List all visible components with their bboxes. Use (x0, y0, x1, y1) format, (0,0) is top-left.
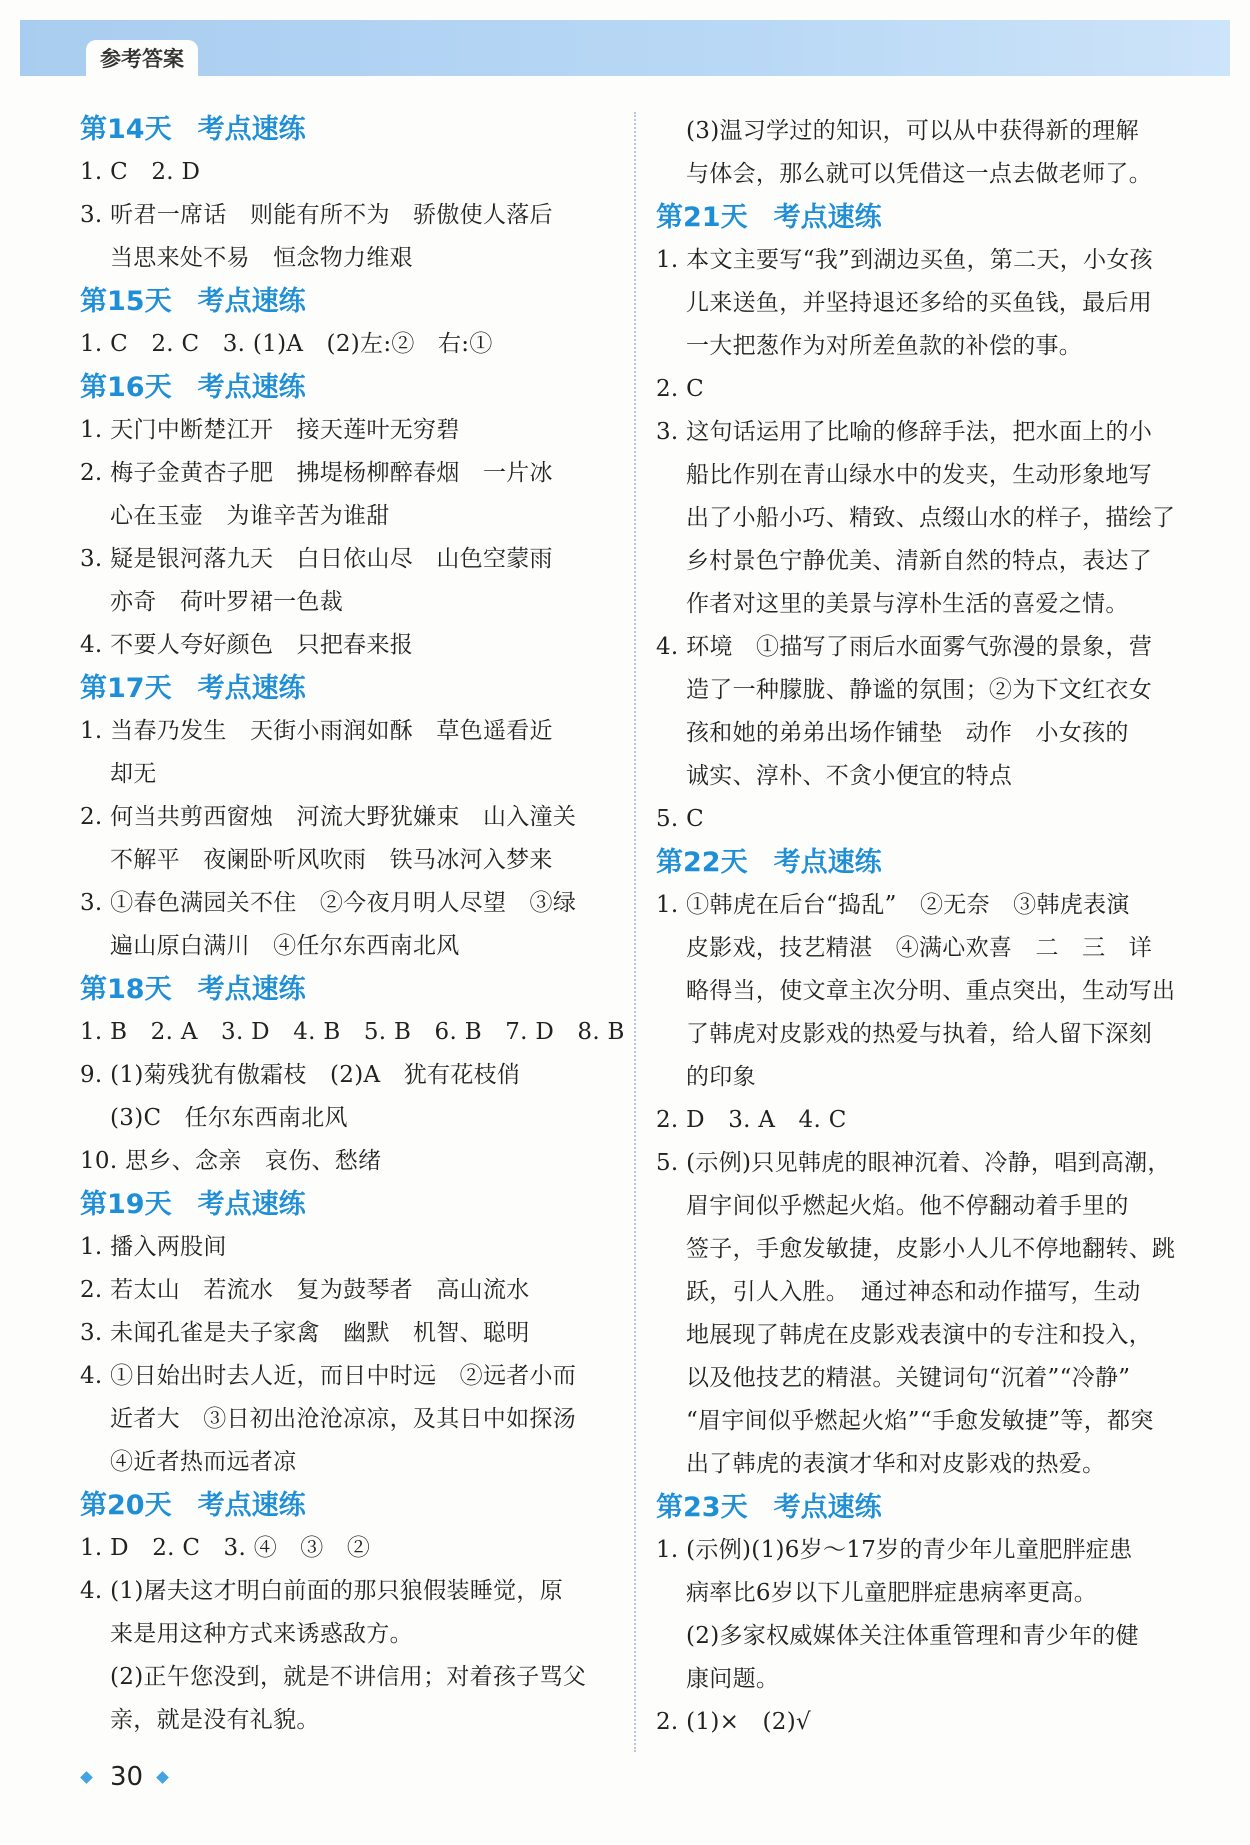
answer-line-continued: 亦奇 荷叶罗裙一色裁 (110, 589, 343, 615)
heading-day: 第19天 (80, 1189, 172, 1220)
answer-line: 1. C 2. D (80, 159, 201, 185)
answer-line-continued: 造了一种朦胧、静谧的氛围；②为下文红衣女 (686, 677, 1152, 703)
answer-line: 5. (示例)只见韩虎的眼神沉着、冷静，唱到高潮， (656, 1150, 1171, 1176)
heading-label: 考点速练 (197, 372, 306, 403)
answer-key-tab: 参考答案 (86, 40, 198, 76)
heading-label: 考点速练 (197, 114, 306, 145)
answer-line: 2. (1)× (2)√ (656, 1709, 811, 1735)
heading-label: 考点速练 (197, 673, 306, 704)
answer-line-continued: 不解平 夜阑卧听风吹雨 铁马冰河入梦来 (110, 847, 553, 873)
answer-line-continued: 心在玉壶 为谁辛苦为谁甜 (110, 503, 390, 529)
answer-line: 4. (1)屠夫这才明白前面的那只狼假装睡觉，原 (80, 1578, 564, 1604)
answer-line-continued: 来是用这种方式来诱惑敌方。 (110, 1621, 413, 1647)
section-heading (80, 366, 640, 409)
heading-day: 第20天 (80, 1490, 172, 1521)
answer-line-continued: (2)多家权威媒体关注体重管理和青少年的健 (686, 1623, 1139, 1649)
heading-day: 第21天 (656, 202, 748, 233)
answer-line: 1. 本文主要写“我”到湖边买鱼，第二天，小女孩 (656, 247, 1153, 273)
answer-line-continued: 当思来处不易 恒念物力维艰 (110, 245, 413, 271)
heading-day: 第17天 (80, 673, 172, 704)
diamond-left-icon (80, 1771, 93, 1784)
answer-line-continued: 诚实、淳朴、不贪小便宜的特点 (686, 763, 1013, 789)
answer-line: 1. C 2. C 3. (1)A (2)左:② 右:① (80, 331, 493, 357)
answer-line: 2. 梅子金黄杏子肥 拂堤杨柳醉春烟 一片冰 (80, 460, 553, 486)
answer-line: 3. 未闻孔雀是夫子家禽 幽默 机智、聪明 (80, 1320, 530, 1346)
diamond-right-icon (156, 1771, 169, 1784)
answer-line-continued: 乡村景色宁静优美、清新自然的特点，表达了 (686, 548, 1152, 574)
section-heading (656, 841, 1196, 884)
section-heading (80, 968, 640, 1011)
answer-line: 9. (1)菊残犹有傲霜枝 (2)A 犹有花枝俏 (80, 1062, 521, 1088)
left-column (80, 108, 640, 1742)
answer-line-continued: 眉宇间似乎燃起火焰。他不停翻动着手里的 (686, 1193, 1129, 1219)
answer-line-continued: 出了小船小巧、精致、点缀山水的样子，描绘了 (686, 505, 1176, 531)
answer-line-continued: 签子，手愈发敏捷，皮影小人儿不停地翻转、跳 (686, 1236, 1176, 1262)
answer-line-continued: 跃，引人入胜。 通过神态和动作描写，生动 (686, 1279, 1141, 1305)
heading-label: 考点速练 (773, 202, 882, 233)
answer-line: 4. ①日始出时去人近，而日中时远 ②远者小而 (80, 1363, 577, 1389)
answer-line-continued: 遍山原白满川 ④任尔东西南北风 (110, 933, 460, 959)
heading-label: 考点速练 (197, 286, 306, 317)
heading-day: 第23天 (656, 1492, 748, 1523)
answer-line-continued: 地展现了韩虎在皮影戏表演中的专注和投入， (686, 1322, 1152, 1348)
answer-line: 3. 听君一席话 则能有所不为 骄傲使人落后 (80, 202, 553, 228)
answer-line-continued: (2)正午您没到，就是不讲信用；对着孩子骂父 (110, 1664, 587, 1690)
answer-line: 4. 不要人夸好颜色 只把春来报 (80, 632, 414, 658)
right-column (656, 110, 1196, 1744)
answer-line: 1. 播入两股间 (80, 1234, 227, 1260)
answer-line: 3. 这句话运用了比喻的修辞手法，把水面上的小 (656, 419, 1153, 445)
heading-label: 考点速练 (773, 1492, 882, 1523)
section-heading (80, 667, 640, 710)
answer-line: 10. 思乡、念亲 哀伤、愁绪 (80, 1148, 382, 1174)
section-heading (80, 1183, 640, 1226)
heading-label: 考点速练 (197, 974, 306, 1005)
answer-line: 1. (示例)(1)6岁～17岁的青少年儿童肥胖症患 (656, 1537, 1133, 1563)
answer-line-continued: 亲，就是没有礼貌。 (110, 1707, 320, 1733)
answer-line: 2. 何当共剪西窗烛 河流大野犹嫌束 山入潼关 (80, 804, 577, 830)
answer-line-continued: 孩和她的弟弟出场作铺垫 动作 小女孩的 (686, 720, 1129, 746)
answer-line-continued: 康问题。 (686, 1666, 780, 1692)
answer-line: 1. ①韩虎在后台“捣乱” ②无奈 ③韩虎表演 (656, 892, 1130, 918)
answer-line: 2. C (656, 376, 705, 402)
answer-line-continued: 近者大 ③日初出沧沧凉凉，及其日中如探汤 (110, 1406, 576, 1432)
heading-day: 第14天 (80, 114, 172, 145)
heading-label: 考点速练 (773, 847, 882, 878)
answer-line-continued: 略得当，使文章主次分明、重点突出，生动写出 (686, 978, 1176, 1004)
answer-line-continued: (3)C 任尔东西南北风 (110, 1105, 348, 1131)
section-heading (656, 1486, 1196, 1529)
section-heading (80, 1484, 640, 1527)
heading-day: 第15天 (80, 286, 172, 317)
answer-line-continued: 船比作别在青山绿水中的发夹，生动形象地写 (686, 462, 1152, 488)
answer-line-continued: 作者对这里的美景与淳朴生活的喜爱之情。 (686, 591, 1129, 617)
heading-day: 第22天 (656, 847, 748, 878)
answer-line-continued: 儿来送鱼，并坚持退还多给的买鱼钱，最后用 (686, 290, 1152, 316)
answer-line: 3. 疑是银河落九天 白日依山尽 山色空蒙雨 (80, 546, 553, 572)
answer-line: 1. 当春乃发生 天街小雨润如酥 草色遥看近 (80, 718, 553, 744)
section-heading (80, 280, 640, 323)
answer-line-continued: 病率比6岁以下儿童肥胖症患病率更高。 (686, 1580, 1098, 1606)
answer-line: 1. 天门中断楚江开 接天莲叶无穷碧 (80, 417, 460, 443)
answer-line-continued: 却无 (110, 761, 157, 787)
page-number: 30 (110, 1762, 144, 1792)
answer-line-continued: 皮影戏，技艺精湛 ④满心欢喜 二 三 详 (686, 935, 1152, 961)
answer-line-continued: ④近者热而远者凉 (110, 1449, 297, 1475)
answer-line: 3. ①春色满园关不住 ②今夜月明人尽望 ③绿 (80, 890, 577, 916)
heading-day: 第16天 (80, 372, 172, 403)
answer-line: 5. C (656, 806, 705, 832)
answer-line: 4. 环境 ①描写了雨后水面雾气弥漫的景象，营 (656, 634, 1153, 660)
heading-label: 考点速练 (197, 1490, 306, 1521)
answer-line-continued: 的印象 (686, 1064, 756, 1090)
answer-line: 2. D 3. A 4. C (656, 1107, 847, 1133)
answer-line-continued: 出了韩虎的表演才华和对皮影戏的热爱。 (686, 1451, 1106, 1477)
section-heading (656, 196, 1196, 239)
heading-day: 第18天 (80, 974, 172, 1005)
answer-line: 1. D 2. C 3. ④ ③ ② (80, 1535, 371, 1561)
answer-line-continued: 与体会，那么就可以凭借这一点去做老师了。 (686, 161, 1152, 187)
answer-line-continued: 了韩虎对皮影戏的热爱与执着，给人留下深刻 (686, 1021, 1152, 1047)
answer-line-continued: “眉宇间似乎燃起火焰”“手愈发敏捷”等，都突 (686, 1408, 1154, 1434)
answer-line-continued: 一大把葱作为对所差鱼款的补偿的事。 (686, 333, 1083, 359)
section-heading (80, 108, 640, 151)
answer-line: 1. B 2. A 3. D 4. B 5. B 6. B 7. D 8. B (80, 1019, 625, 1045)
answer-line-continued: (3)温习学过的知识，可以从中获得新的理解 (686, 118, 1139, 144)
answer-line: 2. 若太山 若流水 复为鼓琴者 高山流水 (80, 1277, 530, 1303)
header-band (20, 20, 1230, 76)
heading-label: 考点速练 (197, 1189, 306, 1220)
answer-line-continued: 以及他技艺的精湛。关键词句“沉着”“冷静” (686, 1365, 1131, 1391)
